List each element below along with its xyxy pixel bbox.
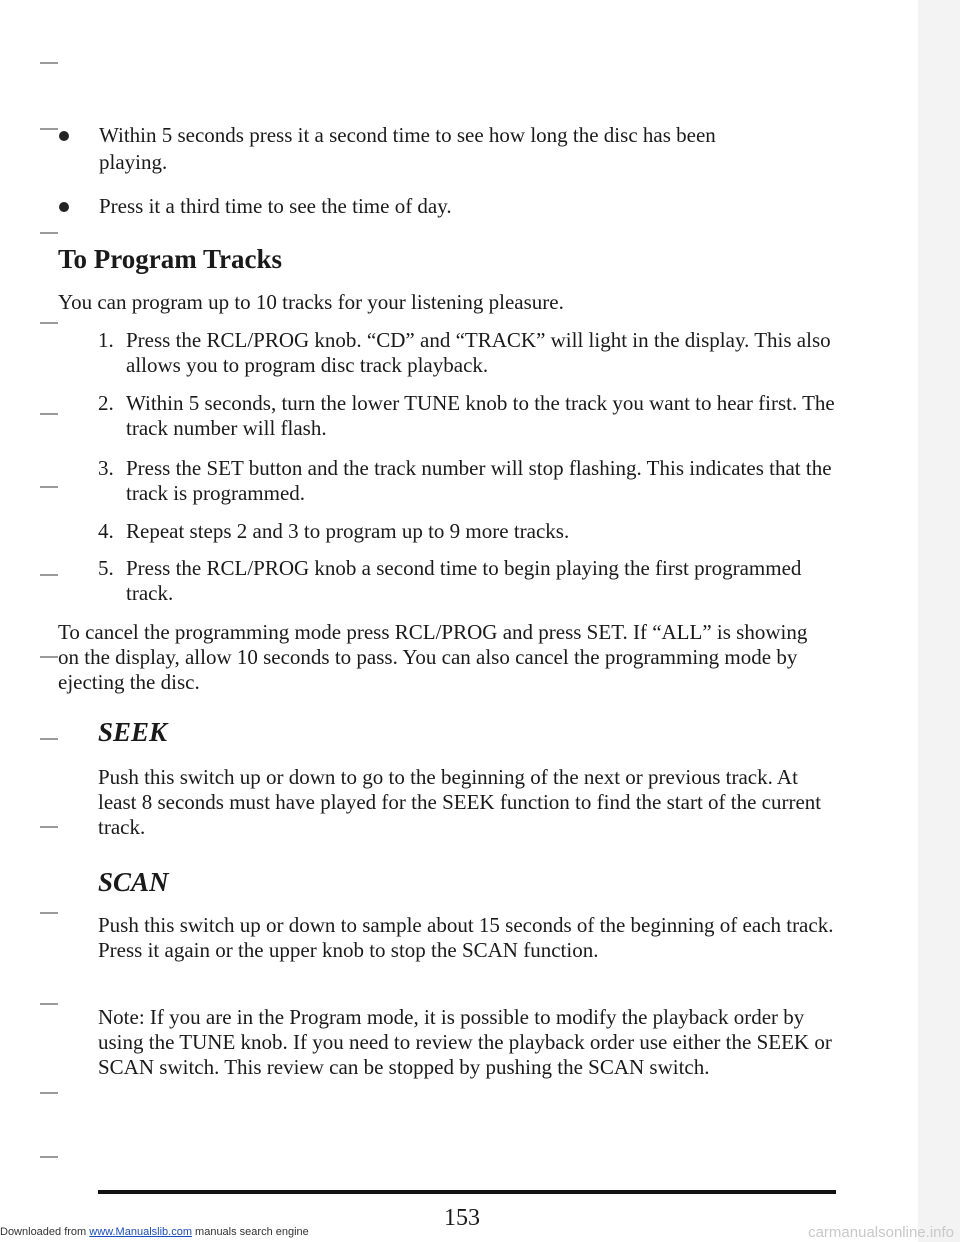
margin-tick	[40, 232, 58, 234]
step-item	[98, 556, 838, 606]
step-text: Repeat steps 2 and 3 to program up to 9 more tracks.	[126, 519, 570, 543]
margin-tick	[40, 574, 58, 576]
section-heading-seek: SEEK	[98, 717, 168, 747]
margin-tick	[40, 912, 58, 914]
program-intro: You can program up to 10 tracks for your listening pleasure.	[58, 290, 564, 314]
step-number: 2.	[98, 391, 114, 415]
bullet-dot	[59, 131, 69, 141]
bullet-item	[99, 193, 749, 220]
step-item	[98, 391, 838, 441]
section-heading-program-tracks: To Program Tracks	[58, 244, 283, 274]
step-text: Press the SET button and the track number will stop flashing. This indicates that the track is programmed.	[126, 456, 832, 505]
scan-note: Note: If you are in the Program mode, it is possible to modify the playback order by using the TUNE knob. If you need to review the playback order use either the SEEK or SCAN switch. This review can be stopped by pushing the SCAN switch.	[98, 1005, 832, 1079]
margin-tick	[40, 1003, 58, 1005]
margin-tick	[40, 1156, 58, 1158]
footer-suffix: manuals search engine	[191, 1226, 309, 1238]
bullet-text: Within 5 seconds press it a second time to see how long the disc has been playing.	[99, 123, 716, 174]
step-number: 3.	[98, 456, 114, 480]
step-item	[98, 328, 838, 378]
step-text: Within 5 seconds, turn the lower TUNE knob to the track you want to hear first. The track number will flash.	[126, 391, 835, 440]
margin-tick	[40, 1092, 58, 1094]
bullet-item	[99, 122, 749, 176]
scan-paragraph: Push this switch up or down to sample about 15 seconds of the beginning of each track. Press it again or the upper knob to stop the SCAN function.	[98, 913, 834, 962]
step-item	[98, 519, 838, 544]
margin-tick	[40, 413, 58, 415]
section-heading-scan: SCAN	[98, 867, 169, 897]
cancel-paragraph: To cancel the programming mode press RCL/PROG and press SET. If “ALL” is showing on the display, allow 10 seconds to pass. You can also cancel the programming mode by ejecting the disc.	[58, 620, 808, 694]
page-number: 153	[444, 1205, 480, 1231]
watermark-text: carmanualsonline.info	[808, 1224, 954, 1241]
margin-tick	[40, 738, 58, 740]
footer-prefix: Downloaded from	[0, 1226, 90, 1238]
bullet-text: Press it a third time to see the time of day.	[99, 194, 452, 218]
bullet-dot	[59, 202, 69, 212]
manualslib-link[interactable]: www.Manualslib.com	[89, 1226, 192, 1238]
step-number: 5.	[98, 556, 114, 580]
footer-rule	[98, 1190, 836, 1194]
margin-tick	[40, 62, 58, 64]
step-text: Press the RCL/PROG knob. “CD” and “TRACK” will light in the display. This also allows you to program disc track playback.	[126, 328, 831, 377]
download-footer	[0, 1226, 309, 1238]
margin-tick	[40, 486, 58, 488]
margin-tick	[40, 322, 58, 324]
step-text: Press the RCL/PROG knob a second time to begin playing the first programmed track.	[126, 556, 802, 605]
page-edge-shadow	[918, 0, 960, 1242]
step-item	[98, 456, 838, 506]
step-number: 4.	[98, 519, 114, 543]
margin-tick	[40, 826, 58, 828]
margin-tick	[40, 128, 58, 130]
margin-tick	[40, 656, 58, 658]
seek-paragraph: Push this switch up or down to go to the beginning of the next or previous track. At least 8 seconds must have played for the SEEK function to find the start of the current track.	[98, 765, 822, 839]
step-number: 1.	[98, 328, 114, 352]
